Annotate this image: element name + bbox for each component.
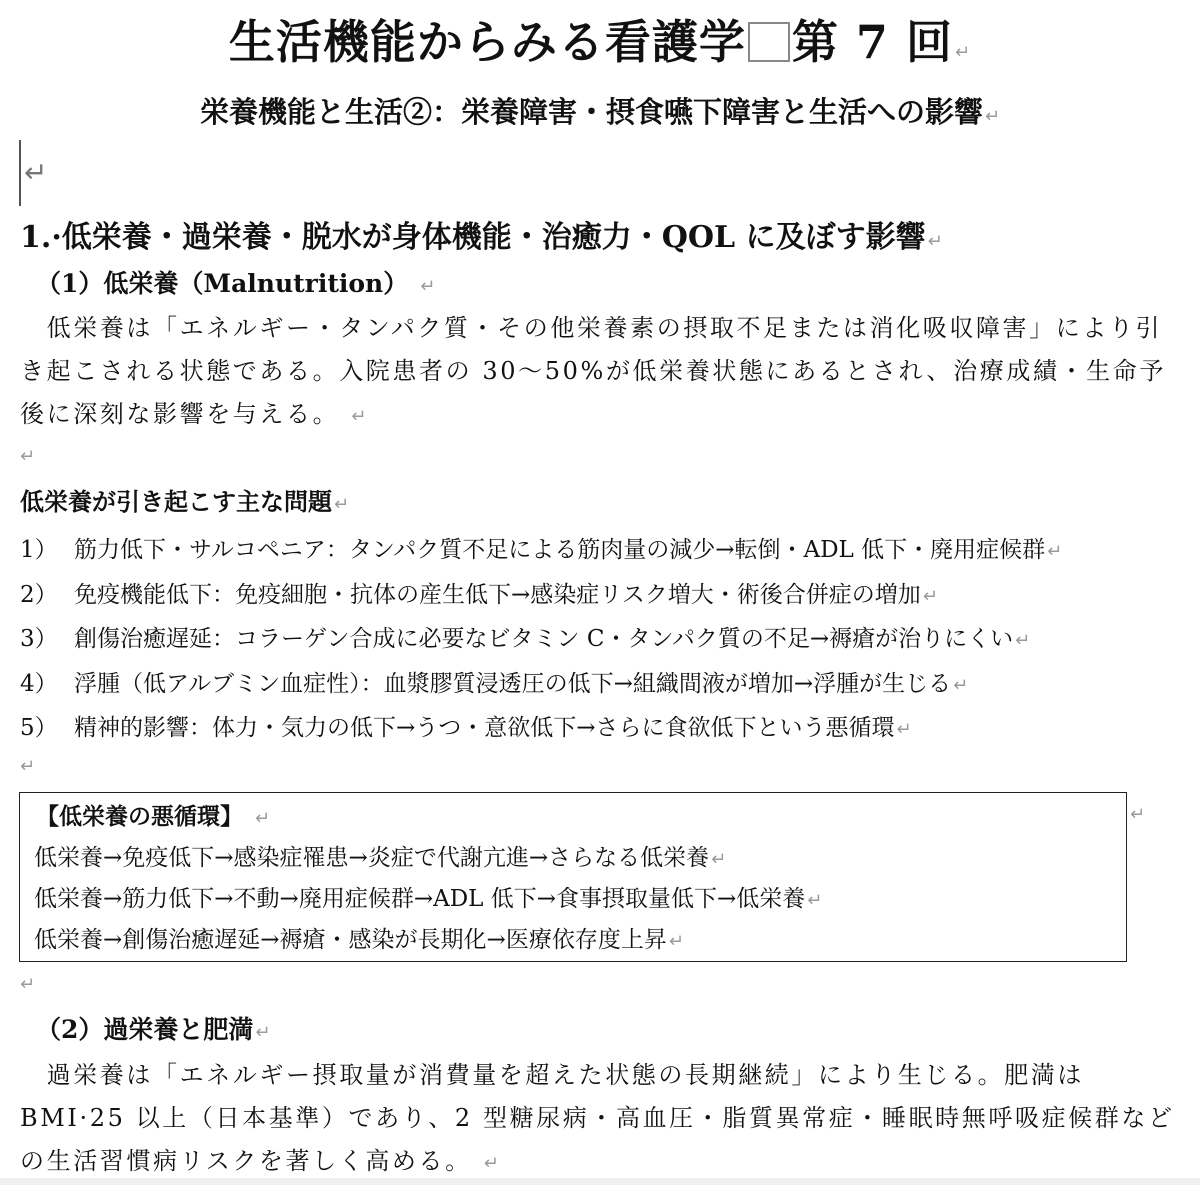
cycle-line (34, 838, 822, 879)
paragraph-mark-icon: ↵ (807, 890, 823, 911)
list-item (20, 617, 1062, 662)
cycle-line-text: 低栄養→筋力低下→不動→廃用症候群→ADL 低下→食事摂取量低下→低栄養 (34, 886, 806, 912)
list-item (20, 528, 1062, 573)
cycle-line-text: 低栄養→創傷治癒遅延→褥瘡・感染が長期化→医療依存度上昇 (34, 927, 667, 953)
list-number: 5） (20, 715, 58, 741)
text-cursor (19, 140, 21, 206)
list-item (20, 706, 1062, 751)
title-main: 生活機能からみる看護学 (228, 15, 746, 69)
cycle-box-title (36, 799, 270, 837)
paragraph-mark-icon: ↵ (896, 719, 912, 740)
subsection-heading-malnutrition (36, 266, 435, 305)
problems-list (20, 528, 1062, 751)
title-lecture-number: 第 7 回 (791, 15, 953, 69)
placeholder-box (748, 22, 790, 62)
paragraph-mark-icon: ↵ (922, 585, 938, 607)
paragraph-mark-icon: ↵ (954, 42, 972, 63)
paragraph-mark-icon: ↵ (1015, 630, 1031, 651)
paragraph-mark-icon: ↵ (255, 808, 271, 829)
list-text: 免疫機能低下：免疫細胞・抗体の産生低下→感染症リスク増大・術後合併症の増加 (74, 581, 921, 608)
paragraph-mark-icon: ↵ (255, 1022, 271, 1043)
list-number: 2） (20, 581, 58, 608)
cycle-line (34, 920, 822, 961)
subsection-heading-text: （1）低栄養（Malnutrition） (36, 269, 409, 298)
paragraph-mark-icon: ↵ (1047, 541, 1063, 562)
paragraph-mark-icon: ↵ (668, 931, 684, 952)
paragraph-mark-icon: ↵ (334, 494, 350, 515)
list-text: 筋力低下・サルコペニア：タンパク質不足による筋肉量の減少→転倒・ADL 低下・廃用症候群 (74, 537, 1046, 563)
paragraph-mark-icon: ↵ (20, 446, 36, 467)
document-subtitle (0, 90, 1200, 139)
list-text: 精神的影響：体力・気力の低下→うつ・意欲低下→さらに食欲低下という悪循環 (74, 715, 895, 741)
cycle-lines (34, 838, 822, 961)
subsection-heading-text: （2）過栄養と肥満 (36, 1015, 254, 1044)
list-number: 1） (20, 537, 58, 563)
paragraph-mark-icon: ↵ (927, 231, 943, 252)
cycle-box-title-text: 【低栄養の悪循環】 (36, 803, 243, 830)
list-item (20, 662, 1062, 707)
cycle-line-text: 低栄養→免疫低下→感染症罹患→炎症で代謝亢進→さらなる低栄養 (34, 845, 710, 871)
subsection-heading-overnutrition (36, 1012, 271, 1051)
section-heading-text: 1.·低栄養・過栄養・脱水が身体機能・治癒力・QOL に及ぼす影響 (20, 220, 926, 255)
problems-label-text: 低栄養が引き起こす主な問題 (20, 487, 332, 516)
document-title (0, 12, 1200, 83)
paragraph-mark-icon: ↵ (351, 406, 369, 427)
list-item (20, 573, 1062, 618)
list-text: 創傷治癒遅延：コラーゲン合成に必要なビタミン C・タンパク質の不足→褥瘡が治りにくい (74, 626, 1014, 652)
list-number: 3） (20, 626, 58, 652)
paragraph-text: 過栄養は「エネルギー摂取量が消費量を超えた状態の長期継続」により生じる。肥満は BMI·25 以上（日本基準）であり、2 型糖尿病・高血圧・脂質異常症・睡眠時無呼吸症候群などの生活習慣病リスクを著しく高める。 (20, 1061, 1175, 1175)
malnutrition-paragraph (20, 307, 1186, 438)
paragraph-mark-icon: ↵ (984, 106, 1001, 127)
paragraph-mark-icon: ↵ (24, 156, 48, 189)
paragraph-mark-icon: ↵ (711, 849, 727, 870)
list-text: 浮腫（低アルブミン血症性）：血漿膠質浸透圧の低下→組織間液が増加→浮腫が生じる (74, 670, 952, 697)
problems-label (20, 484, 349, 523)
paragraph-mark-icon: ↵ (1130, 804, 1146, 825)
cycle-line (34, 879, 822, 920)
paragraph-mark-icon: ↵ (420, 276, 436, 297)
paragraph-mark-icon: ↵ (20, 756, 36, 777)
malnutrition-cycle-box (19, 792, 1127, 962)
paragraph-mark-icon: ↵ (953, 674, 969, 696)
overnutrition-paragraph (20, 1054, 1186, 1185)
paragraph-mark-icon: ↵ (20, 974, 36, 995)
paragraph-text: 低栄養は「エネルギー・タンパク質・その他栄養素の摂取不足または消化吸収障害」により引き起こされる状態である。入院患者の 30〜50%が低栄養状態にあるとされ、治療成績・生命予後に深刻な影響を与える。 (20, 314, 1166, 428)
paragraph-mark-icon: ↵ (483, 1153, 502, 1174)
subtitle-text: 栄養機能と生活②：栄養障害・摂食嚥下障害と生活への影響 (199, 95, 983, 129)
list-number: 4） (20, 670, 58, 697)
page-bottom-edge (0, 1178, 1200, 1185)
section-heading (20, 216, 943, 264)
